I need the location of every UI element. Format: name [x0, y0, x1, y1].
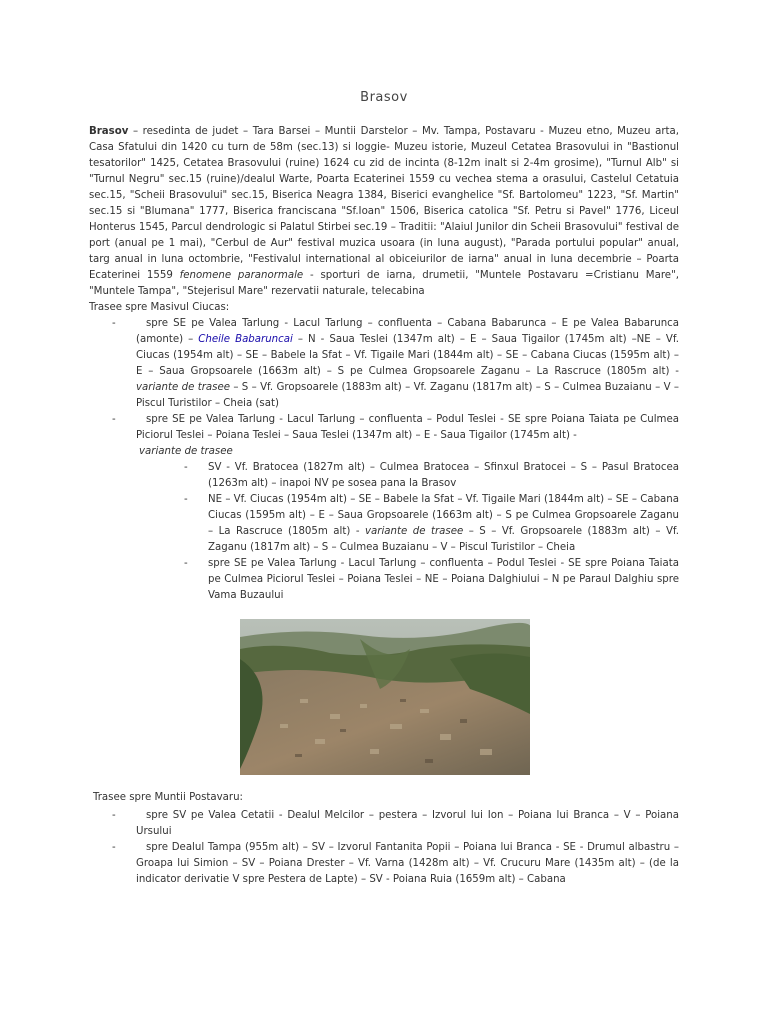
- ciucas-route-2: - spre SE pe Valea Tarlung - Lacul Tarlung – confluenta – Podul Teslei - SE spre Poiana Taiata pe Culmea Piciorul Teslei – Poiana Teslei – Saua Teslei (1347m alt) – E - Saua Tigailor (1745m alt) - variante de trasee - SV - Vf. Bratocea (1827m alt) – Culmea Bratocea – Sfinxul Bratocei – S – Pasul Bratocea (1263m alt) – inapoi NV pe sosea pana la Brasov - NE – Vf. Ciucas (1954m alt) – SE – Babele la Sfat – Vf. Tigaile Mari (1844m alt) – SE – Cabana Ciucas (1595m alt) – E – Saua Gropsoarele (1663m alt) – S pe Culmea Gropsoarele Zaganu – La Rascruce (1805m alt) - variante de trasee – S – Vf. Gropsoarele (1883m alt) – Vf. Zaganu (1817m alt) – S – Culmea Buzaianu – V – Piscul Turistilor – Cheia - spre SE pe Valea Tarlung - Lacul Tarlung – confluenta – Podul Teslei - SE spre Poiana Taiata pe Culmea Piciorul Teslei – Poiana Teslei – NE – Poiana Dalghiului – N pe Paraul Dalghiu spre Vama Buzaului: [89, 412, 679, 604]
- ciucas-route-1: - spre SE pe Valea Tarlung - Lacul Tarlung – confluenta – Cabana Babarunca – E pe Valea Babarunca (amonte) – Cheile Babaruncai – N - Saua Teslei (1347m alt) – E – Saua Tigailor (1745m alt) –NE – Vf. Ciucas (1954m alt) – SE – Babele la Sfat – Vf. Tigaile Mari (1844m alt) – SE – Cabana Ciucas (1595m alt) – E – Saua Gropsoarele (1663m alt) – S pe Culmea Gropsoarele Zaganu – La Rascruce (1805m alt) - variante de trasee – S – Vf. Gropsoarele (1883m alt) – Vf. Zaganu (1817m alt) – S – Culmea Buzaianu – V – Piscul Turistilor – Cheia (sat): [89, 316, 679, 412]
- page-title: Brasov: [360, 90, 408, 105]
- intro-text-2: - sporturi de iarna, drumetii, "Muntele Postavaru =Cristianu Mare", "Muntele Tampa", "Stejerisul Mare" rezervatii naturale, telecabina: [89, 270, 679, 297]
- ciucas-route-list: [89, 316, 679, 604]
- document-body: [89, 124, 679, 604]
- intro-bold-city: Brasov: [89, 126, 129, 137]
- variant-3: - spre SE pe Valea Tarlung - Lacul Tarlung – confluenta – Podul Teslei - SE spre Poiana Taiata pe Culmea Piciorul Teslei – Poiana Teslei – NE – Poiana Dalghiului – N pe Paraul Dalghiu spre Vama Buzaului: [184, 558, 679, 601]
- variant-1: - SV - Vf. Bratocea (1827m alt) – Culmea Bratocea – Sfinxul Bratocei – S – Pasul Bratocea (1263m alt) – inapoi NV pe sosea pana la Brasov: [184, 462, 679, 489]
- variant-2: - NE – Vf. Ciucas (1954m alt) – SE – Babele la Sfat – Vf. Tigaile Mari (1844m alt) – SE – Cabana Ciucas (1595m alt) – E – Saua Gropsoarele (1663m alt) – S pe Culmea Gropsoarele Zaganu – La Rascruce (1805m alt) - variante de trasee – S – Vf. Gropsoarele (1883m alt) – Vf. Zaganu (1817m alt) – S – Culmea Buzaianu – V – Piscul Turistilor – Cheia: [184, 494, 679, 553]
- intro-italic: fenomene paranormale: [179, 270, 304, 281]
- intro-text-1: – resedinta de judet – Tara Barsei – Muntii Darstelor – Mv. Tampa, Postavaru - Muzeu etno, Muzeu arta, Casa Sfatului din 1420 cu turn de 58m (sec.13) si loggie- Muzeu istorie, Muzeul Cetatea Brasovului in "Bastionul tesatorilor" 1425, Cetatea Brasovului (ruine) 1624 cu zid de incinta (8-12m inalt si 2-4m grosime), "Turnul Alb" si "Turnul Negru" sec.15 (ruine)/dealul Warte, Poarta Ecaterinei 1559 cu vechea stema a orasului, Castelul Cetatuia sec.15, "Scheii Brasovului" sec.15, Biserica Neagra 1384, Biserici evanghelice "Sf. Bartolomeu" 1223, "Sf. Martin" sec.15 si "Blumana" 1777, Biserica franciscana "Sf.Ioan" 1506, Biserica catolica "Sf. Petru si Pavel" 1776, Liceul Honterus 1545, Parcul dendrologic si Palatul Stirbei sec.19 – Traditii: "Alaiul Junilor din Scheii Brasovului" festival de port (anual pe 1 mai), "Cerbul de Aur" festival muzica usoara (in luna august), "Parada portului popular" anual, targ anual in luna octombrie, "Festivalul international al obiceiurilor de iarna" anual in luna decembrie – Poarta Ecaterinei 1559: [89, 126, 679, 281]
- postavaru-route-list: [89, 808, 679, 888]
- ciucas-heading: Trasee spre Masivul Ciucas:: [89, 302, 230, 313]
- postavaru-section: [89, 808, 679, 888]
- intro-paragraph: [89, 124, 679, 300]
- postavaru-route-2: - spre Dealul Tampa (955m alt) – SV – Izvorul Fantanita Popii – Poiana lui Branca - SE - Drumul albastru – Groapa lui Simion – SV – Poiana Drester – Vf. Varna (1428m alt) – Vf. Crucuru Mare (1435m alt) – (de la indicator derivatie V spre Pestera de Lapte) – SV - Poiana Ruia (1659m alt) – Cabana: [89, 840, 679, 888]
- cheile-babaruncai-link[interactable]: Cheile Babaruncai: [198, 334, 293, 345]
- brasov-aerial-photo: [240, 619, 530, 775]
- postavaru-route-1: - spre SV pe Valea Cetatii - Dealul Melcilor – pestera – Izvorul lui Ion – Poiana lui Branca – V – Poiana Ursului: [89, 808, 679, 840]
- ciucas-route-2-variants: [136, 460, 679, 604]
- postavaru-heading: Trasee spre Muntii Postavaru:: [93, 792, 243, 803]
